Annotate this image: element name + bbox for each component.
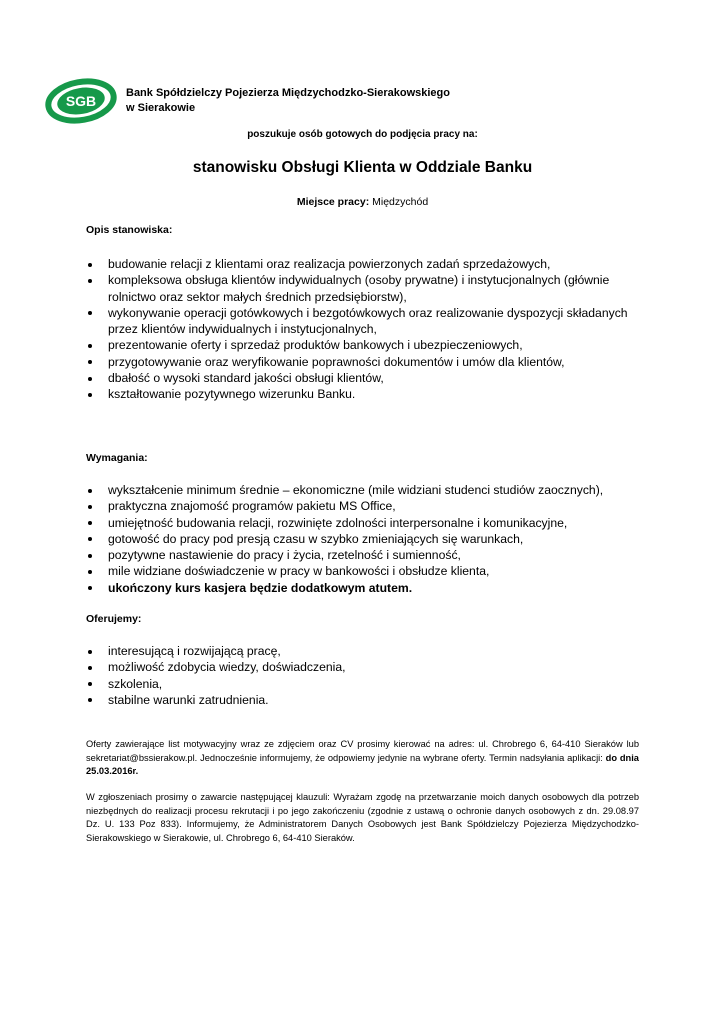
list-item: interesującą i rozwijającą pracę, bbox=[86, 643, 646, 659]
list-item: mile widziane doświadczenie w pracy w bankowości i obsłudze klienta, bbox=[86, 563, 646, 579]
list-item: wykształcenie minimum średnie – ekonomiczne (mile widziani studenci studiów zaocznych), bbox=[86, 482, 646, 498]
list-item: budowanie relacji z klientami oraz realizacja powierzonych zadań sprzedażowych, bbox=[86, 256, 646, 272]
list-item: ukończony kurs kasjera będzie dodatkowym atutem. bbox=[86, 580, 646, 596]
gdpr-clause: W zgłoszeniach prosimy o zawarcie następującej klauzuli: Wyrażam zgodę na przetwarzanie moich danych osobowych dla potrzeb niezbędnych do realizacji procesu rekrutacji i po jego zakończeniu (zgodnie z ustawą o ochronie danych osobowych z dn. 29.08.97 Dz. U. 133 Poz 833). Informujemy, że Administratorem Danych Osobowych jest Bank Spółdzielczy Pojezierza Międzychodzko-Sierakowskiego w Sierakowie, ul. Chrobrego 6, 64-410 Sieraków. bbox=[86, 792, 639, 843]
bank-name-line-1: Bank Spółdzielczy Pojezierza Międzychodzko-Sierakowskiego bbox=[126, 87, 450, 99]
description-list bbox=[86, 256, 646, 403]
list-item: umiejętność budowania relacji, rozwinięte zdolności interpersonalne i komunikacyjne, bbox=[86, 515, 646, 531]
description-heading: Opis stanowiska: bbox=[86, 224, 173, 236]
intro-text: poszukuje osób gotowych do podjęcia pracy na: bbox=[247, 129, 478, 140]
work-location-label: Miejsce pracy: bbox=[296, 196, 370, 208]
logo-text: SGB bbox=[65, 93, 97, 109]
work-location-value: Międzychód bbox=[372, 196, 429, 208]
list-item: szkolenia, bbox=[86, 676, 646, 692]
list-item: możliwość zdobycia wiedzy, doświadczenia, bbox=[86, 659, 646, 675]
requirements-list bbox=[86, 482, 646, 596]
list-item: przygotowywanie oraz weryfikowanie poprawności dokumentów i umów dla klientów, bbox=[86, 354, 646, 370]
list-item: kształtowanie pozytywnego wizerunku Banku. bbox=[86, 386, 646, 402]
list-item: dbałość o wysoki standard jakości obsługi klientów, bbox=[86, 370, 646, 386]
list-item: prezentowanie oferty i sprzedaż produktów bankowych i ubezpieczeniowych, bbox=[86, 337, 646, 353]
offer-list bbox=[86, 643, 646, 708]
bank-name-line-2: w Sierakowie bbox=[126, 102, 196, 114]
application-deadline: do dnia 25.03.2016r. bbox=[86, 752, 639, 776]
list-item: kompleksowa obsługa klientów indywidualnych (osoby prywatne) i instytucjonalnych (głównie rolnictwo oraz sektor małych średnich przedsiębiorstw), bbox=[86, 272, 646, 305]
requirements-heading: Wymagania: bbox=[86, 452, 148, 464]
sgb-logo bbox=[45, 78, 117, 124]
list-item: gotowość do pracy pod presją czasu w szybko zmieniających się warunkach, bbox=[86, 531, 646, 547]
work-location bbox=[0, 196, 725, 208]
application-text: Oferty zawierające list motywacyjny wraz ze zdjęciem oraz CV prosimy kierować na adres: ul. Chrobrego 6, 64-410 Sieraków lub sekretariat@bssierakow.pl. Jednocześnie informujemy, że odpowiemy jedynie na wybrane oferty. Termin nadsyłania aplikacji: bbox=[86, 739, 639, 763]
position-title: stanowisku Obsługi Klienta w Oddziale Banku bbox=[192, 159, 533, 176]
offer-heading: Oferujemy: bbox=[86, 613, 142, 625]
list-item: wykonywanie operacji gotówkowych i bezgotówkowych oraz realizowanie dyspozycji składanych przez klientów indywidualnych i instytucjonalnych, bbox=[86, 305, 646, 338]
list-item: praktyczna znajomość programów pakietu MS Office, bbox=[86, 498, 646, 514]
bank-name bbox=[126, 86, 566, 116]
list-item: pozytywne nastawienie do pracy i życia, rzetelność i sumienność, bbox=[86, 547, 646, 563]
list-item: stabilne warunki zatrudnienia. bbox=[86, 692, 646, 708]
application-info bbox=[86, 738, 639, 779]
